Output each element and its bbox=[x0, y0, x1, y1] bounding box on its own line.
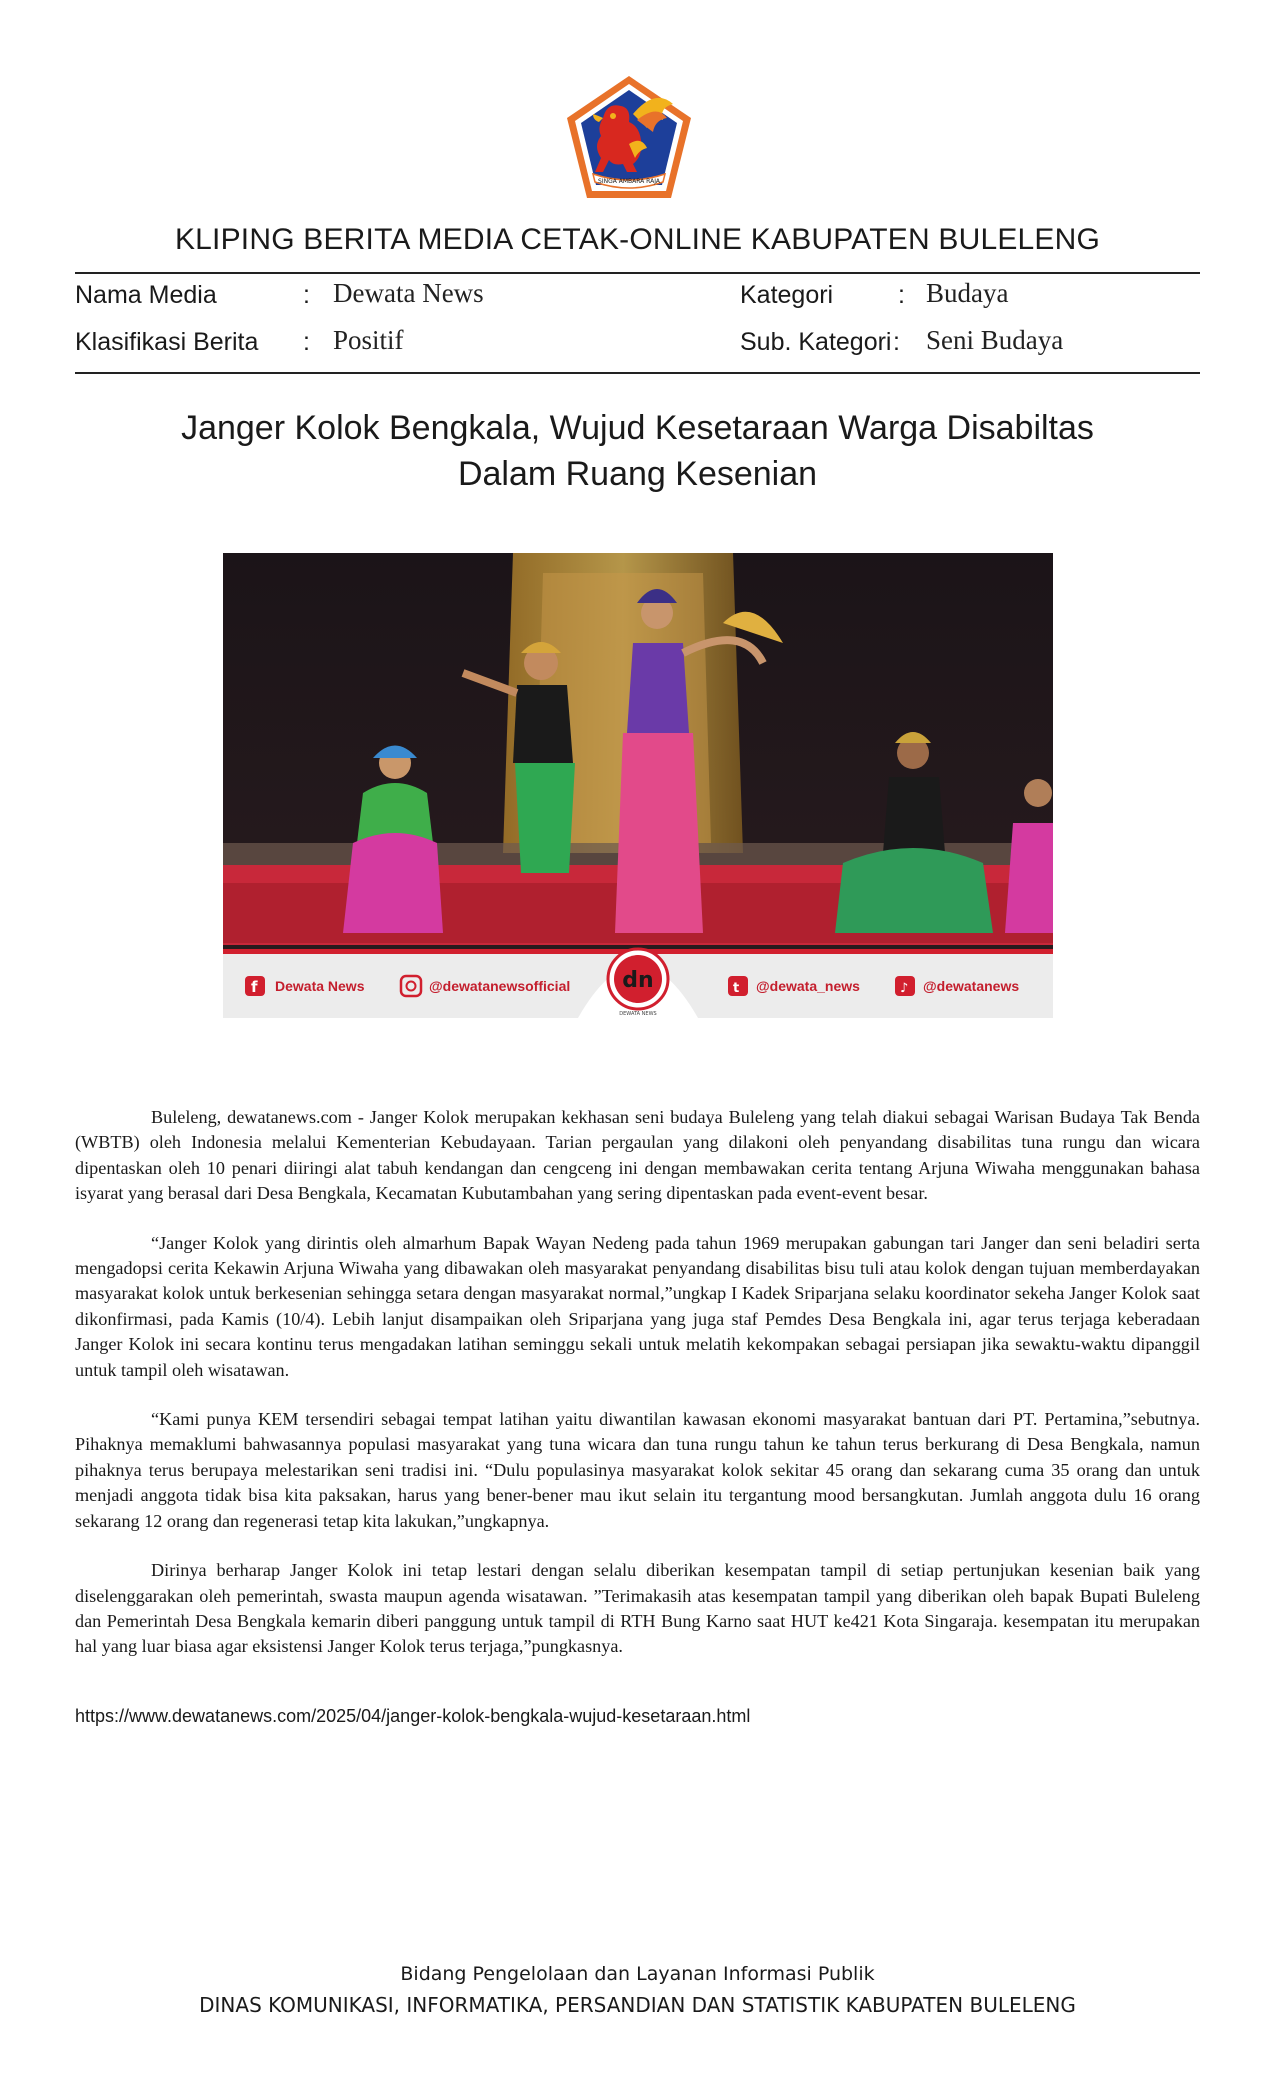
article-paragraph-4: Dirinya berharap Janger Kolok ini tetap lestari dengan selalu diberikan kesempatan tampil di setiap pertunjukan kesenian baik yang diselenggarakan oleh pemerintah, swasta maupun agenda wisatawan. ”Terimakasih atas kesempatan tampil yang diberikan oleh bapak Bupati Buleleng dan Pemerintah Desa Bengkala kemarin diberi panggung untuk tampil di RTH Bung Karno saat HUT ke421 Kota Singaraja. kesempatan itu merupakan hal yang luar biasa agar eksistensi Janger Kolok terus terjaga,”pungkasnya. bbox=[75, 1560, 1200, 1657]
svg-text:♪: ♪ bbox=[900, 981, 909, 996]
article-title-line-1: Janger Kolok Bengkala, Wujud Kesetaraan Warga Disabiltas bbox=[181, 409, 1094, 447]
article-title-line-2: Dalam Ruang Kesenian bbox=[457, 455, 818, 493]
media-colon: : bbox=[303, 281, 310, 309]
article-paragraph-2: “Janger Kolok yang dirintis oleh almarhum Bapak Wayan Nedeng pada tahun 1969 merupakan gabungan tari Janger dan seni beladiri serta mengadopsi cerita Kekawin Arjuna Wiwaha yang dibawakan oleh masyarakat penyandang disabilitas bisu tuli atau kolok dengan tujuan memberdayakan masyarakat kolok untuk berkesenian sehingga setara dengan masyarakat normal,”ungkap I Kadek Sriparjana selaku koordinator sekeha Janger Kolok saat dikonfirmasi, pada Kamis (10/4). Lebih lanjut disampaikan oleh Sriparjana yang juga staf Pemdes Desa Bengkala ini, agar terus terjaga keberadaan Janger Kolok ini secara kontinu terus mengadakan latihan seminggu sekali untuk melatih kekompakan sebagai persiapan jika sewaktu-waktu dipanggil untuk tampil oleh wisatawan. bbox=[75, 1232, 1200, 1380]
source-url-link[interactable]: https://www.dewatanews.com/2025/04/janger-kolok-bengkala-wujud-kesetaraan.html bbox=[75, 1706, 751, 1726]
subkategori-label: Sub. Kategori bbox=[740, 328, 892, 356]
kategori-value: Budaya bbox=[926, 278, 1009, 308]
logo-motto: SINGA AMBARA RAJA bbox=[598, 178, 660, 185]
brand-mark-text: dn bbox=[622, 968, 654, 993]
article-body bbox=[75, 1105, 1200, 1684]
clipping-header-title: KLIPING BERITA MEDIA CETAK-ONLINE KABUPATEN BULELENG bbox=[174, 223, 1101, 256]
buleleng-emblem-logo bbox=[563, 74, 695, 200]
klasifikasi-value: Positif bbox=[333, 325, 404, 355]
social-instagram-label: @dewatanewsofficial bbox=[429, 978, 571, 994]
header-rule-top bbox=[75, 272, 1200, 274]
svg-text:f: f bbox=[251, 978, 258, 996]
social-facebook-label: Dewata News bbox=[275, 978, 365, 994]
article-photo bbox=[223, 553, 1053, 1018]
subkategori-colon: : bbox=[893, 328, 900, 356]
media-value: Dewata News bbox=[333, 278, 484, 308]
svg-text:t: t bbox=[733, 981, 740, 996]
article-paragraph-1: Buleleng, dewatanews.com - Janger Kolok merupakan kekhasan seni budaya Buleleng yang telah diakui sebagai Warisan Budaya Tak Benda (WBTB) oleh Indonesia melalui Kementerian Kebudayaan. Tarian pergaulan yang dilakoni oleh penyandang disabilitas tuna rungu dan wicara dipentaskan oleh 10 penari diiringi alat tabuh kendangan dan cengceng ini dengan membawakan cerita tentang Arjuna Wiwaha menggunakan bahasa isyarat yang berasal dari Desa Bengkala, Kecamatan Kubutambahan yang sering dipentaskan pada event-event besar. bbox=[75, 1107, 1200, 1204]
article-paragraph-3: “Kami punya KEM tersendiri sebagai tempat latihan yaitu diwantilan kawasan ekonomi masyarakat bantuan dari PT. Pertamina,”sebutnya. Pihaknya memaklumi bahwasannya populasi masyarakat yang tuna wicara dan tuna rungu tahun ke tahun terus berkurang di Desa Bengkala, namun pihaknya terus berupaya melestarikan seni tradisi ini. “Dulu populasinya masyarakat kolok sekitar 45 orang dan sekarang cuma 35 orang dan untuk menjadi anggota tidak bisa kita paksakan, harus yang bener-bener mau ikut selain itu tergantung mood bersangkutan. Jumlah anggota dulu 16 orang sekarang 12 orang dan regenerasi tetap kita lakukan,”ungkapnya. bbox=[75, 1409, 1200, 1531]
social-twitter-label: @dewata_news bbox=[756, 978, 860, 994]
klasifikasi-label: Klasifikasi Berita bbox=[75, 328, 259, 356]
social-tiktok-label: @dewatanews bbox=[923, 978, 1020, 994]
media-label: Nama Media bbox=[75, 281, 217, 309]
article-title bbox=[0, 405, 1275, 497]
klasifikasi-colon: : bbox=[303, 328, 310, 356]
brand-sub-text: DEWATA NEWS bbox=[619, 1011, 657, 1017]
header-rule-bottom bbox=[75, 372, 1200, 374]
footer-division: Bidang Pengelolaan dan Layanan Informasi Publik bbox=[400, 1963, 875, 1985]
footer-agency: DINAS KOMUNIKASI, INFORMATIKA, PERSANDIAN DAN STATISTIK KABUPATEN BULELENG bbox=[199, 1993, 1076, 2017]
subkategori-value: Seni Budaya bbox=[926, 325, 1064, 355]
kategori-colon: : bbox=[898, 281, 905, 309]
kategori-label: Kategori bbox=[740, 281, 834, 309]
